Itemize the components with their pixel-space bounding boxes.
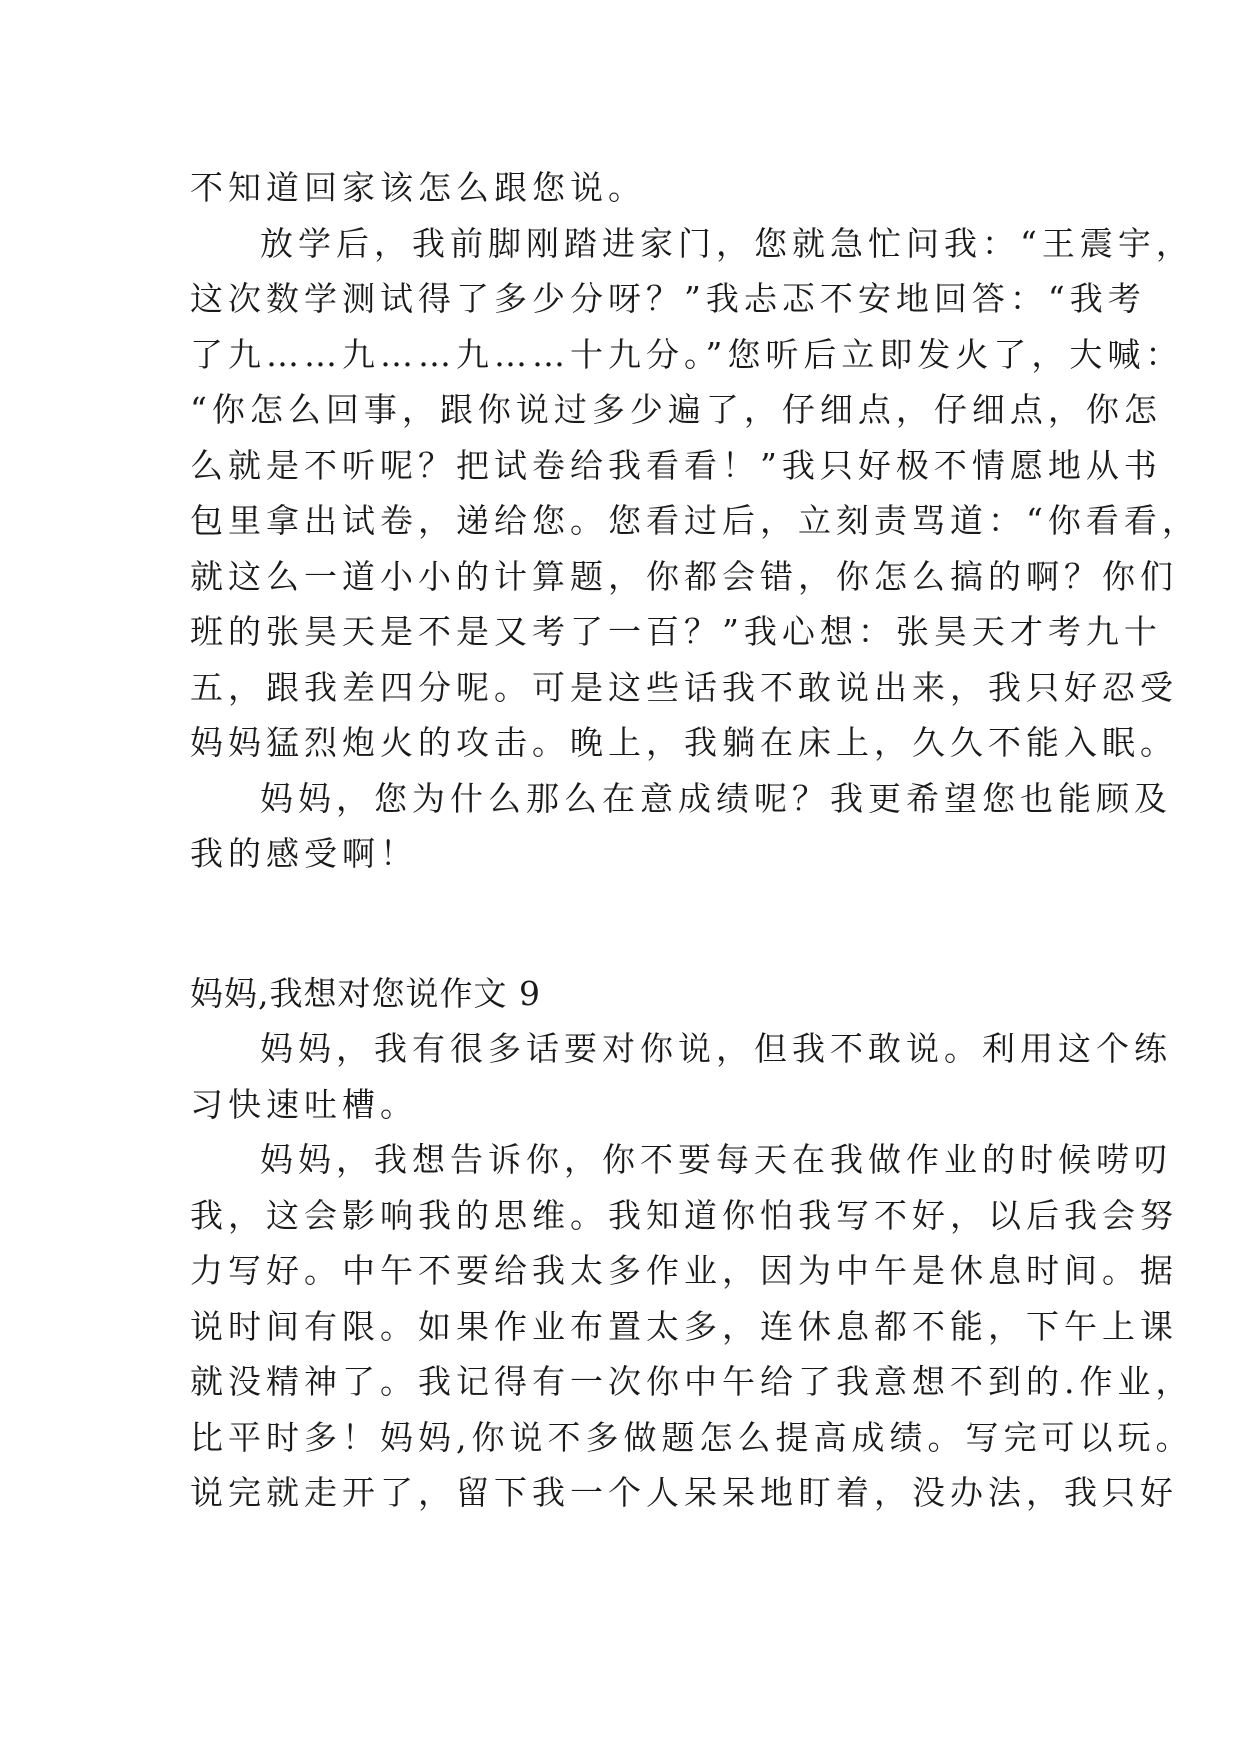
text-line: 说完就走开了，留下我一个人呆呆地盯着，没办法，我只好 [190,1473,1178,1512]
text-line: 就这么一道小小的计算题，你都会错，你怎么搞的啊？你们 [190,556,1178,596]
text-line: 五，跟我差四分呢。可是这些话我不敢说出来，我只好忍受 [190,667,1178,707]
text-line: 妈妈猛烈炮火的攻击。晚上，我躺在床上，久久不能入眠。 [190,723,1178,762]
text-line: 这次数学测试得了多少分呀？”我忐忑不安地回答：“我考 [190,279,1146,318]
paragraph-gap [190,882,1090,966]
text-line: 力写好。中午不要给我太多作业，因为中午是休息时间。据 [190,1251,1178,1290]
text-line: 妈妈，我有很多话要对你说，但我不敢说。利用这个练 [260,1029,1172,1068]
essay-heading: 妈妈,我想对您说作文 9 [190,973,541,1013]
text-line: 班的张昊天是不是又考了一百？”我心想：张昊天才考九十 [190,612,1162,651]
text-line: 么就是不听呢？把试卷给我看看！”我只好极不情愿地从书 [190,445,1162,485]
text-line: 我的感受啊！ [190,834,418,873]
text-line: 放学后，我前脚刚踏进家门，您就急忙问我：“王震宇， [260,223,1194,263]
text-line: 不知道回家该怎么跟您说。 [190,168,646,207]
text-line: 就没精神了。我记得有一次你中午给了我意想不到的.作业， [190,1362,1194,1401]
text-line: 我，这会影响我的思维。我知道你怕我写不好，以后我会努 [190,1195,1178,1235]
document-body [190,160,1200,1521]
text-line: 了九……九……九……十九分。”您听后立即发火了，大喊： [190,334,1184,374]
text-line: 包里拿出试卷，递给您。您看过后，立刻责骂道：“你看看， [190,501,1200,540]
text-line: 说时间有限。如果作业布置太多，连休息都不能，下午上课 [190,1306,1178,1346]
text-line: 习快速吐槽。 [190,1084,418,1124]
text-line: “你怎么回事，跟你说过多少遍了，仔细点，仔细点，你怎 [190,390,1162,429]
text-line: 妈妈，我想告诉你，你不要每天在我做作业的时候唠叨 [260,1140,1172,1179]
text-line: 比平时多！妈妈,你说不多做题怎么提高成绩。写完可以玩。 [190,1417,1194,1457]
text-line: 妈妈，您为什么那么在意成绩呢？我更希望您也能顾及 [260,778,1172,818]
